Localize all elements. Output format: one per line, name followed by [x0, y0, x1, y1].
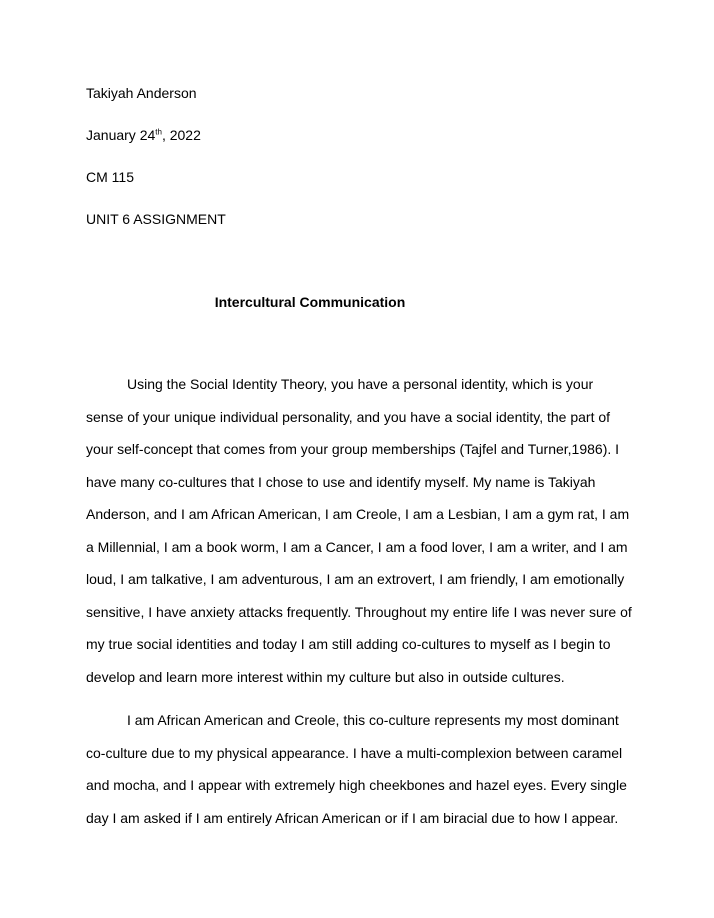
- paragraph-line: my true social identities and today I am still adding co-cultures to myself as I begin to: [86, 636, 611, 652]
- paragraph-line: develop and learn more interest within my culture but also in outside cultures.: [86, 668, 565, 685]
- course-code: CM 115: [86, 169, 134, 185]
- paragraph-line: have many co-cultures that I chose to use and identify myself. My name is Takiyah: [86, 473, 596, 490]
- assignment-date: [86, 127, 201, 143]
- paragraph-line: Anderson, and I am African American, I am Creole, I am a Lesbian, I am a gym rat, I am: [86, 506, 630, 522]
- paragraph-line: sensitive, I have anxiety attacks frequently. Throughout my entire life I was never sure of: [86, 603, 632, 620]
- paragraph-line: your self-concept that comes from your group memberships (Tajfel and Turner,1986). I: [86, 441, 620, 457]
- paragraph-line: and mocha, and I appear with extremely high cheekbones and hazel eyes. Every single: [86, 777, 627, 793]
- paragraph-line: loud, I am talkative, I am adventurous, I am an extrovert, I am friendly, I am emotionally: [86, 571, 625, 587]
- author-name: Takiyah Anderson: [86, 85, 197, 101]
- body-paragraph-1: [86, 376, 646, 701]
- date-prefix: January 24: [86, 127, 156, 143]
- paragraph-line: day I am asked if I am entirely African American or if I am biracial due to how I appear.: [86, 809, 619, 826]
- paragraph-line: sense of your unique individual personality, and you have a social identity, the part of: [86, 408, 611, 425]
- paragraph-line: I am African American and Creole, this co-culture represents my most dominant: [127, 712, 619, 728]
- assignment-label: UNIT 6 ASSIGNMENT: [86, 211, 226, 227]
- body-paragraph-2: [86, 712, 646, 842]
- date-rest: , 2022: [161, 127, 201, 143]
- paragraph-line: co-culture due to my physical appearance. I have a multi-complexion between caramel: [86, 744, 623, 761]
- document-title: Intercultural Communication: [214, 294, 406, 310]
- paragraph-line: a Millennial, I am a book worm, I am a Cancer, I am a food lover, I am a writer, and I am: [86, 538, 628, 555]
- date-ordinal-suffix: th: [155, 127, 162, 137]
- paragraph-line: Using the Social Identity Theory, you have a personal identity, which is your: [127, 376, 594, 392]
